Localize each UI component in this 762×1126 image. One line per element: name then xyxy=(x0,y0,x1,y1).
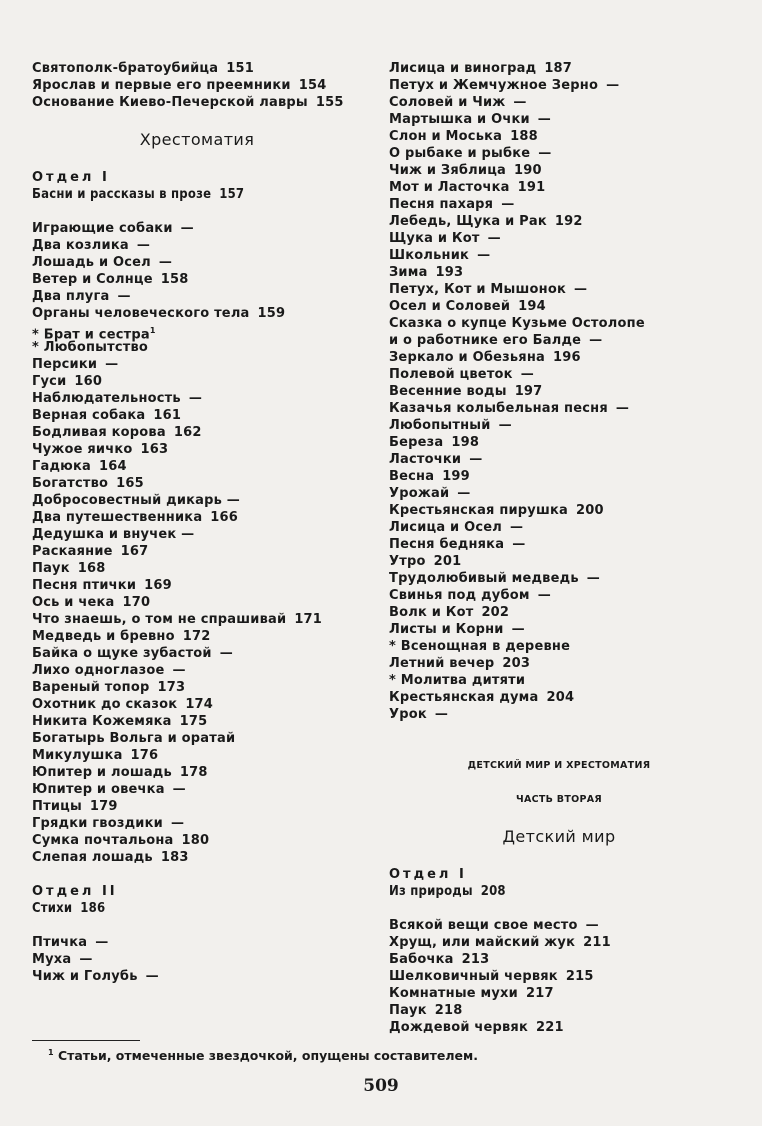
toc-entry xyxy=(32,832,362,849)
part-caption: ЧАСТЬ ВТОРАЯ xyxy=(515,794,603,805)
toc-entry xyxy=(389,655,729,672)
page-ref: 179 xyxy=(89,799,118,814)
entry-title: Муха xyxy=(32,952,72,967)
page-ref: 157 xyxy=(219,187,245,202)
footnote-mark: 1 xyxy=(48,1048,54,1057)
entry-title: Крестьянская пирушка xyxy=(389,503,568,518)
page-ref: 211 xyxy=(583,935,611,950)
ditto-dash: — xyxy=(606,78,620,93)
toc-entry xyxy=(32,322,362,343)
toc-entry xyxy=(389,502,729,519)
toc-entry xyxy=(389,417,729,434)
toc-entry xyxy=(32,458,362,475)
section-heading: Хрестоматия xyxy=(139,130,255,149)
page-ref: 187 xyxy=(544,61,573,76)
entry-title: Петух, Кот и Мышонок xyxy=(389,282,566,297)
ditto-dash: — xyxy=(501,197,515,212)
ditto-dash: — xyxy=(538,146,552,161)
page-ref: 170 xyxy=(122,595,151,610)
toc-entry xyxy=(32,509,362,526)
entry-title: Паук xyxy=(389,1003,427,1018)
entry-title: Свинья под дубом xyxy=(389,588,530,603)
entry-title: Богатство xyxy=(32,476,109,491)
toc-entry xyxy=(389,706,729,723)
page-ref: 221 xyxy=(536,1020,564,1035)
ditto-dash: — xyxy=(537,112,551,127)
entry-title: Полевой цветок xyxy=(389,367,513,382)
entry-title: Песня бедняка xyxy=(389,537,505,552)
entry-title: Песня пахаря xyxy=(389,197,494,212)
ditto-dash: — xyxy=(95,935,109,950)
entry-title: Трудолюбивый медведь xyxy=(389,571,579,586)
entry-title: Никита Кожемяка xyxy=(32,714,172,729)
spacer xyxy=(389,723,729,740)
entry-title: Чиж и Голубь xyxy=(32,969,138,984)
toc-entry xyxy=(389,332,729,349)
entry-title: Медведь и бревно xyxy=(32,629,175,644)
toc-entry xyxy=(389,77,729,94)
toc-entry xyxy=(32,339,362,356)
toc-entry xyxy=(32,271,362,288)
entry-title: Крестьянская дума xyxy=(389,690,539,705)
ditto-dash: — xyxy=(145,969,159,984)
page-ref: 171 xyxy=(294,612,323,627)
toc-entry xyxy=(389,315,729,332)
entry-title: Паук xyxy=(32,561,70,576)
entry-title: Весна xyxy=(389,469,435,484)
entry-title: Зеркало и Обезьяна xyxy=(389,350,545,365)
toc-entry xyxy=(389,621,729,638)
toc-entry xyxy=(389,934,729,951)
entry-title: Слепая лошадь xyxy=(32,850,153,865)
spacer xyxy=(389,774,729,791)
toc-entry xyxy=(389,485,729,502)
entry-title: и о работнике его Балде xyxy=(389,333,582,348)
entry-title: Береза xyxy=(389,435,444,450)
ditto-dash: — xyxy=(170,816,185,831)
ditto-dash: — xyxy=(520,367,534,382)
page-ref: 217 xyxy=(525,986,554,1001)
entry-title: Бабочка xyxy=(389,952,454,967)
toc-entry xyxy=(389,638,729,655)
toc-entry xyxy=(32,951,362,968)
toc-entry xyxy=(389,985,729,1002)
entry-title: Лебедь, Щука и Рак xyxy=(389,214,547,229)
ditto-dash: — xyxy=(615,401,630,416)
toc-entry xyxy=(32,628,362,645)
ditto-dash: — xyxy=(586,571,600,586)
page-ref: 167 xyxy=(120,544,149,559)
toc-entry xyxy=(32,356,362,373)
entry-title: Комнатные мухи xyxy=(389,986,518,1001)
subsection-entry xyxy=(32,900,362,917)
ditto-dash: — xyxy=(158,255,173,270)
ditto-dash: — xyxy=(180,221,194,236)
page-ref: 196 xyxy=(553,350,581,365)
toc-entry xyxy=(389,1019,729,1036)
entry-title: Зима xyxy=(389,265,428,280)
entry-title: Любопытный xyxy=(389,418,491,433)
part-caption: ДЕТСКИЙ МИР И ХРЕСТОМАТИЯ xyxy=(467,760,651,771)
ditto-dash: — xyxy=(469,452,483,467)
entry-title: Урок xyxy=(389,707,427,722)
entry-title: Летний вечер xyxy=(389,656,495,671)
entry-title: Два козлика xyxy=(32,238,129,253)
spacer xyxy=(32,203,362,220)
page-ref: 193 xyxy=(435,265,464,280)
toc-entry xyxy=(389,247,729,264)
entry-title: Из природы xyxy=(389,884,473,899)
entry-title: Листы и Корни xyxy=(389,622,504,637)
ditto-dash: — xyxy=(457,486,471,501)
toc-entry xyxy=(389,213,729,230)
toc-entry xyxy=(389,196,729,213)
entry-title: Верная собака xyxy=(32,408,146,423)
entry-title: Охотник до сказок xyxy=(32,697,178,712)
footnote-ref: 1 xyxy=(149,326,156,335)
entry-title: Чиж и Зяблица xyxy=(389,163,507,178)
ditto-dash: — xyxy=(172,782,186,797)
toc-entry xyxy=(32,747,362,764)
entry-title: Лисица и виноград xyxy=(389,61,537,76)
division-title: Отдел I xyxy=(32,170,110,185)
entry-title: Песня птички xyxy=(32,578,137,593)
toc-entry xyxy=(389,917,729,934)
entry-title: Персики xyxy=(32,357,98,372)
toc-entry xyxy=(32,645,362,662)
page-ref: 198 xyxy=(451,435,480,450)
toc-entry xyxy=(389,349,729,366)
toc-entry xyxy=(32,77,362,94)
entry-title: * Брат и сестра xyxy=(32,327,150,343)
entry-title: Байка о щуке зубастой xyxy=(32,646,212,661)
toc-entry xyxy=(389,94,729,111)
entry-title: Гуси xyxy=(32,374,67,389)
toc-entry xyxy=(32,543,362,560)
page-ref: 174 xyxy=(185,697,214,712)
entry-title: Юпитер и овечка xyxy=(32,782,165,797)
toc-entry xyxy=(32,968,362,985)
right-column xyxy=(389,60,729,1036)
entry-title: Лисица и Осел xyxy=(389,520,502,535)
page-ref: 165 xyxy=(116,476,144,491)
entry-title: Грядки гвоздики xyxy=(32,816,163,831)
entry-title: Осел и Соловей xyxy=(389,299,511,314)
toc-entry xyxy=(389,536,729,553)
page-ref: 166 xyxy=(210,510,239,525)
ditto-dash: — xyxy=(589,333,603,348)
entry-title: Шелковичный червяк xyxy=(389,969,558,984)
entry-title: Птицы xyxy=(32,799,82,814)
toc-entry xyxy=(32,815,362,832)
toc-entry xyxy=(32,220,362,237)
toc-entry xyxy=(32,60,362,77)
ditto-dash: — xyxy=(585,918,599,933)
spacer xyxy=(32,152,362,169)
entry-title: Два путешественника xyxy=(32,510,203,525)
toc-entry xyxy=(389,162,729,179)
page-ref: 164 xyxy=(99,459,127,474)
page-ref: 200 xyxy=(576,503,604,518)
toc-entry xyxy=(32,373,362,390)
entry-title: Бодливая корова xyxy=(32,425,166,440)
toc-entry xyxy=(389,451,729,468)
page-ref: 178 xyxy=(179,765,208,780)
division-title: Отдел II xyxy=(32,884,118,899)
page-ref: 186 xyxy=(80,901,106,916)
toc-entry xyxy=(32,696,362,713)
entry-title: Лошадь и Осел xyxy=(32,255,151,270)
entry-title: * Молитва дитяти xyxy=(389,673,526,688)
toc-entry xyxy=(389,298,729,315)
entry-title: Гадюка xyxy=(32,459,91,474)
ditto-dash: — xyxy=(172,663,186,678)
entry-title: Чужое яичко xyxy=(32,442,133,457)
page-ref: 188 xyxy=(510,129,538,144)
entry-title: Вареный топор xyxy=(32,680,150,695)
toc-entry xyxy=(32,849,362,866)
toc-entry xyxy=(389,111,729,128)
toc-entry xyxy=(32,611,362,628)
spacer xyxy=(389,900,729,917)
entry-title: Хрущ, или майский жук xyxy=(389,935,576,950)
spacer xyxy=(389,740,729,757)
page-ref: 155 xyxy=(315,95,344,110)
ditto-dash: — xyxy=(510,520,524,535)
entry-title: Птичка xyxy=(32,935,88,950)
entry-title: Лихо одноглазое xyxy=(32,663,165,678)
toc-entry xyxy=(32,679,362,696)
entry-title: Петух и Жемчужное Зерно xyxy=(389,78,599,93)
entry-title: Два плуга xyxy=(32,289,110,304)
toc-entry xyxy=(32,798,362,815)
entry-title: Казачья колыбельная песня xyxy=(389,401,608,416)
toc-entry xyxy=(32,560,362,577)
ditto-dash: — xyxy=(513,95,527,110)
page-ref: 175 xyxy=(179,714,208,729)
toc-entry xyxy=(32,424,362,441)
toc-entry xyxy=(32,730,362,747)
entry-title: Микулушка xyxy=(32,748,123,763)
left-column xyxy=(32,60,362,985)
ditto-dash: — xyxy=(188,391,203,406)
toc-entry xyxy=(389,570,729,587)
page-ref: 163 xyxy=(140,442,169,457)
section-heading: Детский мир xyxy=(502,827,616,846)
page-ref: 151 xyxy=(226,61,254,76)
toc-entry xyxy=(32,254,362,271)
toc-entry xyxy=(389,264,729,281)
page-ref: 218 xyxy=(434,1003,463,1018)
footnote-rule xyxy=(32,1040,140,1041)
ditto-dash: — xyxy=(487,231,501,246)
page-ref: 203 xyxy=(502,656,531,671)
entry-title: Ось и чека xyxy=(32,595,115,610)
toc-entry xyxy=(32,94,362,111)
toc-entry xyxy=(32,713,362,730)
entry-title: Наблюдательность xyxy=(32,391,181,406)
spacer xyxy=(32,111,362,128)
page-ref: 173 xyxy=(157,680,186,695)
entry-title: О рыбаке и рыбке xyxy=(389,146,531,161)
toc-entry xyxy=(389,179,729,196)
division-title: Отдел I xyxy=(389,867,467,882)
page-ref: 194 xyxy=(518,299,546,314)
toc-entry xyxy=(32,594,362,611)
page-ref: 213 xyxy=(461,952,490,967)
entry-title: Органы человеческого тела xyxy=(32,306,250,321)
spacer xyxy=(389,808,729,825)
page-ref: 190 xyxy=(514,163,542,178)
entry-title: Весенние воды xyxy=(389,384,507,399)
toc-entry xyxy=(389,689,729,706)
toc-entry xyxy=(389,553,729,570)
toc-entry xyxy=(389,672,729,689)
entry-title: Мот и Ласточка xyxy=(389,180,510,195)
toc-entry xyxy=(389,968,729,985)
spacer xyxy=(389,849,729,866)
toc-entry xyxy=(389,519,729,536)
entry-title: Ветер и Солнце xyxy=(32,272,153,287)
entry-title: Утро xyxy=(389,554,426,569)
entry-title: Юпитер и лошадь xyxy=(32,765,172,780)
ditto-dash: — xyxy=(117,289,131,304)
page-ref: 169 xyxy=(144,578,172,593)
toc-entry xyxy=(32,237,362,254)
entry-title: Добросовестный дикарь — xyxy=(32,493,240,508)
toc-entry xyxy=(32,441,362,458)
ditto-dash: — xyxy=(219,646,233,661)
page-ref: 158 xyxy=(160,272,189,287)
entry-title: Школьник xyxy=(389,248,470,263)
entry-title: Соловей и Чиж xyxy=(389,95,506,110)
entry-title: Ласточки xyxy=(389,452,462,467)
entry-title: * Любопытство xyxy=(32,340,149,355)
page-ref: 215 xyxy=(565,969,594,984)
page-ref: 204 xyxy=(546,690,575,705)
toc-entry xyxy=(32,305,362,322)
toc-entry xyxy=(389,383,729,400)
toc-entry xyxy=(389,281,729,298)
entry-title: Святополк-братоубийца xyxy=(32,61,219,76)
entry-title: Богатырь Вольга и оратай xyxy=(32,731,236,746)
page-ref: 176 xyxy=(130,748,159,763)
spacer xyxy=(32,917,362,934)
entry-title: Басни и рассказы в прозе xyxy=(32,187,212,202)
toc-entry xyxy=(32,288,362,305)
entry-title: Мартышка и Очки xyxy=(389,112,530,127)
toc-entry xyxy=(32,492,362,509)
ditto-dash: — xyxy=(434,707,449,722)
entry-title: Основание Киево-Печерской лавры xyxy=(32,95,308,110)
page-number: 509 xyxy=(363,1076,399,1096)
toc-entry xyxy=(32,526,362,543)
entry-title: Урожай xyxy=(389,486,450,501)
entry-title: Щука и Кот xyxy=(389,231,480,246)
toc-entry xyxy=(32,390,362,407)
toc-entry xyxy=(32,475,362,492)
subsection-entry xyxy=(389,883,729,900)
toc-entry xyxy=(32,577,362,594)
page-ref: 168 xyxy=(77,561,106,576)
entry-title: Всякой вещи свое место xyxy=(389,918,578,933)
page-ref: 162 xyxy=(173,425,202,440)
entry-title: Волк и Кот xyxy=(389,605,474,620)
ditto-dash: — xyxy=(136,238,151,253)
page-ref: 202 xyxy=(481,605,510,620)
ditto-dash: — xyxy=(79,952,93,967)
entry-title: Раскаяние xyxy=(32,544,113,559)
page-ref: 160 xyxy=(74,374,103,389)
toc-entry xyxy=(32,407,362,424)
subsection-entry xyxy=(32,186,362,203)
toc-entry xyxy=(389,128,729,145)
toc-entry xyxy=(389,60,729,77)
page-ref: 183 xyxy=(160,850,189,865)
toc-entry xyxy=(389,1002,729,1019)
toc-entry xyxy=(32,934,362,951)
toc-entry xyxy=(32,662,362,679)
toc-entry xyxy=(389,587,729,604)
entry-title: Слон и Моська xyxy=(389,129,503,144)
page-ref: 199 xyxy=(442,469,470,484)
ditto-dash: — xyxy=(511,622,525,637)
page-ref: 197 xyxy=(514,384,543,399)
footnote-text: Статьи, отмеченные звездочкой, опущены составителем. xyxy=(57,1048,478,1064)
page-ref: 154 xyxy=(298,78,327,93)
page-ref: 180 xyxy=(181,833,210,848)
toc-entry xyxy=(389,604,729,621)
ditto-dash: — xyxy=(477,248,491,263)
entry-title: Ярослав и первые его преемники xyxy=(32,78,291,93)
toc-entry xyxy=(389,434,729,451)
ditto-dash: — xyxy=(512,537,526,552)
page-ref: 201 xyxy=(433,554,462,569)
toc-entry xyxy=(389,366,729,383)
toc-entry xyxy=(32,781,362,798)
footnote xyxy=(48,1048,478,1063)
entry-title: * Всенощная в деревне xyxy=(389,639,571,654)
toc-entry xyxy=(389,230,729,247)
page-ref: 161 xyxy=(153,408,182,423)
spacer xyxy=(32,866,362,883)
entry-title: Сказка о купце Кузьме Остолопе xyxy=(389,316,645,331)
ditto-dash: — xyxy=(498,418,512,433)
toc-entry xyxy=(389,400,729,417)
ditto-dash: — xyxy=(105,357,119,372)
entry-title: Что знаешь, о том не спрашивай xyxy=(32,612,287,627)
page-ref: 172 xyxy=(182,629,211,644)
ditto-dash: — xyxy=(537,588,551,603)
entry-title: Дождевой червяк xyxy=(389,1020,528,1035)
ditto-dash: — xyxy=(573,282,588,297)
entry-title: Дедушка и внучек — xyxy=(32,527,195,542)
page-ref: 191 xyxy=(517,180,546,195)
page-ref: 192 xyxy=(554,214,583,229)
entry-title: Стихи xyxy=(32,901,73,916)
entry-title: Сумка почтальона xyxy=(32,833,174,848)
page-ref: 159 xyxy=(257,306,286,321)
entry-title: Играющие собаки xyxy=(32,221,173,236)
toc-entry xyxy=(389,468,729,485)
toc-entry xyxy=(32,764,362,781)
toc-entry xyxy=(389,951,729,968)
page-ref: 208 xyxy=(480,884,506,899)
toc-entry xyxy=(389,145,729,162)
